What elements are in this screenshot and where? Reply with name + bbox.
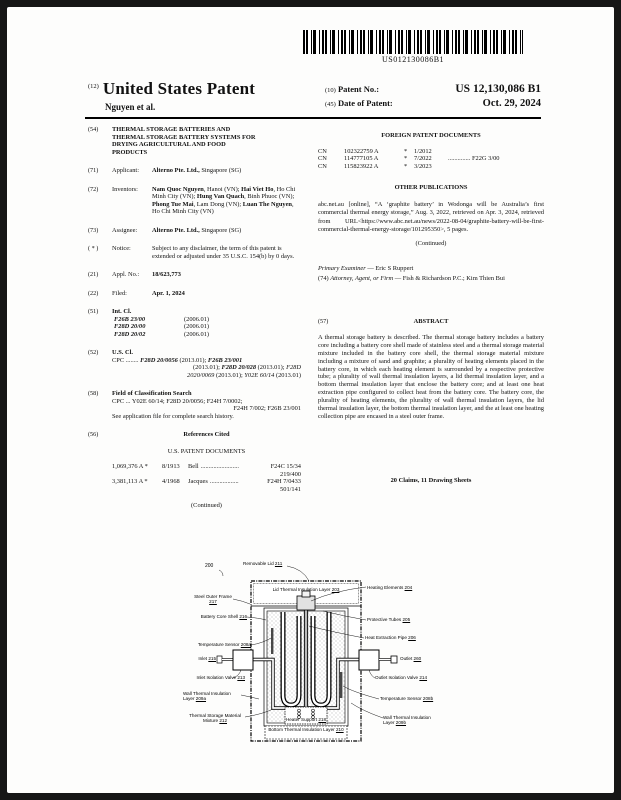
patent-no-row [325, 83, 541, 95]
patent-date-caption: Date of Patent: [337, 98, 393, 108]
patent-no-caption: Patent No.: [337, 84, 380, 94]
section-tag: (56) [88, 431, 99, 438]
label-inlet: Inlet 215 [198, 656, 216, 661]
star: * [404, 162, 408, 170]
notice-text: Subject to any disclaimer, the term of this patent is extended or adjusted under 35 U.S.C. 154(b) by 0 days. [152, 245, 295, 260]
ref-name: Bell [188, 463, 199, 470]
section-tag: (22) [88, 289, 99, 297]
primary-examiner-line: Primary Examiner — Eric S Ruppert [318, 265, 414, 273]
label-storage-mixture: Thermal Storage Material Mixture 212 [189, 713, 241, 724]
us-patent-documents-heading: U.S. PATENT DOCUMENTS [167, 447, 246, 455]
other-publications-heading: OTHER PUBLICATIONS [394, 184, 468, 191]
label-removable-lid: Removable Lid 211 [243, 561, 283, 566]
field-search-note: See application file for complete search history. [112, 412, 234, 420]
section-notice [88, 245, 301, 260]
section-tag: (51) [88, 308, 99, 315]
outlet-valve-box [359, 650, 379, 670]
abstract-heading: ABSTRACT [413, 318, 449, 326]
inlet-stub [217, 656, 222, 663]
foreign-ref-row [318, 155, 544, 163]
label-heater-support: Heater Support 218 [285, 716, 327, 722]
star: * [404, 147, 408, 155]
temp-sensor-strip-b [340, 672, 342, 698]
label-wall-insulation-b: Wall Thermal Insulation Layer 209b [383, 715, 431, 726]
other-publications-text: abc.net.au [online], “A ‘graphite battery’ in Wodonga will be Australia’s first commercial thermal energy storage,” Aug. 3, 2022, retrieved on Apr. 3, 2024, retrieved from URL<https://www.abc.net.au/news/2022-08-04/graphite-battery-will-be-first-commercial-thermal-energy-storage/101295350>, 5 pages. [318, 200, 544, 234]
star: * [404, 155, 408, 162]
applicant-label: Applicant: [112, 167, 139, 174]
ref-date: 4/1968 [162, 478, 180, 485]
label-heat-extraction-pipe: Heat Extraction Pipe 206 [365, 635, 416, 640]
us-cl-label: U.S. Cl. [112, 349, 133, 356]
section-tag: (21) [88, 271, 99, 278]
patent-no-tag: (10) [325, 87, 336, 94]
patent-date-row [325, 98, 541, 109]
int-cl-label: Int. Cl. [112, 308, 132, 315]
ref-date: 8/1913 [162, 463, 180, 470]
field-search-label: Field of Classification Search [112, 390, 192, 397]
section-tag: (71) [88, 167, 99, 174]
country-code: CN [318, 162, 327, 170]
us-ref-row [112, 463, 301, 471]
other-publications-continued: (Continued) [415, 239, 447, 247]
section-56-references [88, 431, 301, 510]
cpc-line: CPC ........ F28D 20/0056 (2013.01); F26B 23/001 [112, 356, 243, 364]
inlet-valve-box [233, 650, 253, 670]
claims-line: 20 Claims, 11 Drawing Sheets [390, 476, 472, 484]
header-right [325, 83, 541, 112]
int-cl-year: (2006.01) [184, 315, 210, 323]
field-search-line: F24H 7/002; F26B 23/001 [233, 405, 301, 412]
filed-value: Apr. 1, 2024 [152, 289, 185, 297]
foreign-number: 114777105 A [344, 155, 379, 162]
section-tag: (58) [88, 390, 99, 397]
filed-label: Filed: [112, 289, 127, 297]
patent-date-label [325, 98, 393, 108]
section-52-us-cl [88, 349, 301, 379]
int-cl-row [112, 316, 301, 324]
assignee-label: Assignee: [112, 226, 138, 234]
field-search-line: CPC ... Y02E 60/14; F28D 20/0056; F24H 7/0002; [112, 397, 243, 405]
foreign-date: 7/2022 [414, 155, 432, 162]
section-tag: ( * ) [88, 245, 99, 252]
temp-sensor-strip-a [271, 628, 273, 654]
ref-leader-dots: ........................ [200, 463, 239, 470]
figure-2-drawing [183, 556, 439, 796]
label-outlet-valve: Outlet Isolation Valve 214 [375, 675, 428, 680]
label-outlet: Outlet 260 [400, 656, 422, 661]
label-bottom-insulation: Bottom Thermal Insulation Layer 210 [268, 726, 344, 732]
barcode [303, 30, 523, 54]
right-column [318, 126, 544, 484]
label-wall-insulation-a: Wall Thermal Insulation Layer 209a [183, 691, 231, 702]
section-tag: (52) [88, 349, 99, 356]
country-code: CN [318, 147, 327, 155]
applicant-value: Alterno Pte. Ltd., Singapore (SG) [152, 167, 242, 174]
foreign-patents-heading: FOREIGN PATENT DOCUMENTS [381, 132, 481, 139]
foreign-class [448, 163, 544, 171]
int-cl-year: (2006.01) [184, 323, 210, 330]
label-heating-elements: Heating Elements 204 [367, 585, 413, 590]
barcode-text: US012130086B1 [381, 55, 445, 64]
label-temp-sensor-a: Temperature Sensor 208a [197, 642, 251, 647]
label-inlet-valve: Inlet Isolation Valve 213 [196, 675, 245, 680]
us-ref-row [112, 478, 301, 486]
section-tag: (73) [88, 226, 99, 234]
section-tag: (72) [88, 185, 99, 193]
references-cited-heading: References Cited [183, 431, 230, 438]
label-protective-tubes: Protective Tubes 205 [367, 617, 411, 622]
foreign-ref-row [318, 148, 544, 156]
ref-class: F24H 7/0433 [267, 478, 301, 485]
ref-number: 3,381,113 A * [112, 478, 148, 485]
foreign-number: 115823922 A [344, 162, 379, 170]
figure-ref-200: 200 [205, 563, 214, 569]
notice-label: Notice: [112, 245, 131, 252]
cpc-line: (2013.01); F28D 20/028 (2013.01); F28D [193, 364, 301, 371]
appl-no-value: 18/623,773 [152, 271, 181, 278]
assignee-value: Alterno Pte. Ltd., Singapore (SG) [152, 226, 242, 234]
foreign-ref-row [318, 163, 544, 171]
appl-no-label: Appl. No.: [112, 271, 140, 278]
references-continued: (Continued) [191, 502, 222, 509]
kind-code-tag: (12) [88, 83, 99, 90]
section-22-filed [88, 290, 301, 298]
int-cl-class: F28D 20/00 [114, 323, 146, 330]
patent-front-page [7, 7, 614, 793]
patent-date-value: Oct. 29, 2024 [482, 98, 541, 109]
section-73-assignee [88, 227, 301, 235]
label-lid-insulation: Lid Thermal Insulation Layer 203 [272, 587, 340, 592]
section-58-field-search [88, 390, 301, 420]
abstract-text: A thermal storage battery is described. The thermal storage battery includes a battery core including a battery core shell made of stainless steel and a thermal storage material mixture included in the battery core shell, the thermal storage material mixture including a mixture of sand and graphite; a plurality of heating elements placed in the battery core, in which each heating element is surrounded by a respective protective tube; a plurality of wall thermal insulation layers, a lid thermal insulation layer, and a bottom thermal insulation layer that enclose the battery core; and at least one heat extraction pipe configured to collect heat from the battery core. The battery core, the plurality of heating elements, the plurality of wall thermal insulation layers, the lid thermal insulation layer, the bottom thermal insulation layer, and the at least one heating collection pipe are encased in a steel outer frame. [318, 333, 544, 420]
cpc-line: 2020/0069 (2013.01); Y02E 60/14 (2013.01) [187, 371, 301, 379]
ref-leader-dots: .................. [209, 478, 239, 485]
section-71-applicant [88, 167, 301, 175]
label-temp-sensor-b: Temperature Sensor 208b [380, 696, 434, 701]
section-72-inventors [88, 186, 301, 216]
patent-no-value: US 12,130,086 B1 [455, 83, 541, 95]
foreign-class [448, 148, 544, 156]
foreign-date: 3/2023 [414, 162, 432, 170]
pipe-cap [297, 596, 315, 610]
invention-title: THERMAL STORAGE BATTERIES AND THERMAL STORAGE BATTERY SYSTEMS FOR DRYING AGRICULTURAL AND FOOD PRODUCTS [112, 126, 256, 156]
section-tag: (54) [88, 126, 99, 133]
attorney-line: (74) Attorney, Agent, or Firm — Fish & Richardson P.C.; Kim Thien Bui [318, 274, 505, 282]
inventors-label: Inventors: [112, 185, 138, 193]
ref-number: 1,069,376 A * [112, 463, 148, 470]
label-core-shell: Battery Core Shell 216 [200, 614, 247, 619]
foreign-number: 102322759 A [344, 147, 379, 155]
section-tag: (57) [318, 318, 329, 326]
ref-name: Jacques [188, 478, 208, 485]
first-named-inventor: Nguyen et al. [105, 102, 156, 112]
foreign-class: .............. F22G 3/00 [448, 155, 500, 162]
int-cl-row [112, 323, 301, 331]
foreign-date: 1/2012 [414, 147, 432, 155]
int-cl-class: F26B 23/00 [114, 315, 146, 323]
int-cl-class: F28D 20/02 [114, 330, 146, 338]
outlet-stub [391, 656, 397, 663]
document-title: United States Patent [102, 79, 256, 98]
inventors-value: Nam Quoc Nguyen, Hanoi (VN); Hai Viet Ho, Ho Chi Minh City (VN); Hung Van Quach, Binh Phuoc (VN); Phong Tue Mai, Lam Dong (VN); Luan The Nguyen, Ho Chi Minh City (VN) [152, 185, 296, 215]
int-cl-year: (2006.01) [184, 330, 210, 338]
int-cl-row [112, 331, 301, 339]
header-left [88, 79, 318, 112]
left-column [88, 126, 301, 521]
country-code: CN [318, 155, 327, 162]
label-steel-frame: Steel Outer Frame 217 [194, 594, 232, 605]
ref-class: F24C 15/34 [270, 463, 301, 470]
patent-no-label [325, 84, 379, 94]
section-54-title [88, 126, 301, 156]
header-divider [85, 117, 541, 119]
section-21-appl-no [88, 271, 301, 279]
section-51-int-cl [88, 308, 301, 338]
abstract-header [318, 318, 544, 326]
ref-class-cont: 219/400 [280, 470, 301, 478]
patent-date-tag: (45) [325, 101, 336, 108]
ref-class-cont: 501/141 [280, 485, 301, 493]
